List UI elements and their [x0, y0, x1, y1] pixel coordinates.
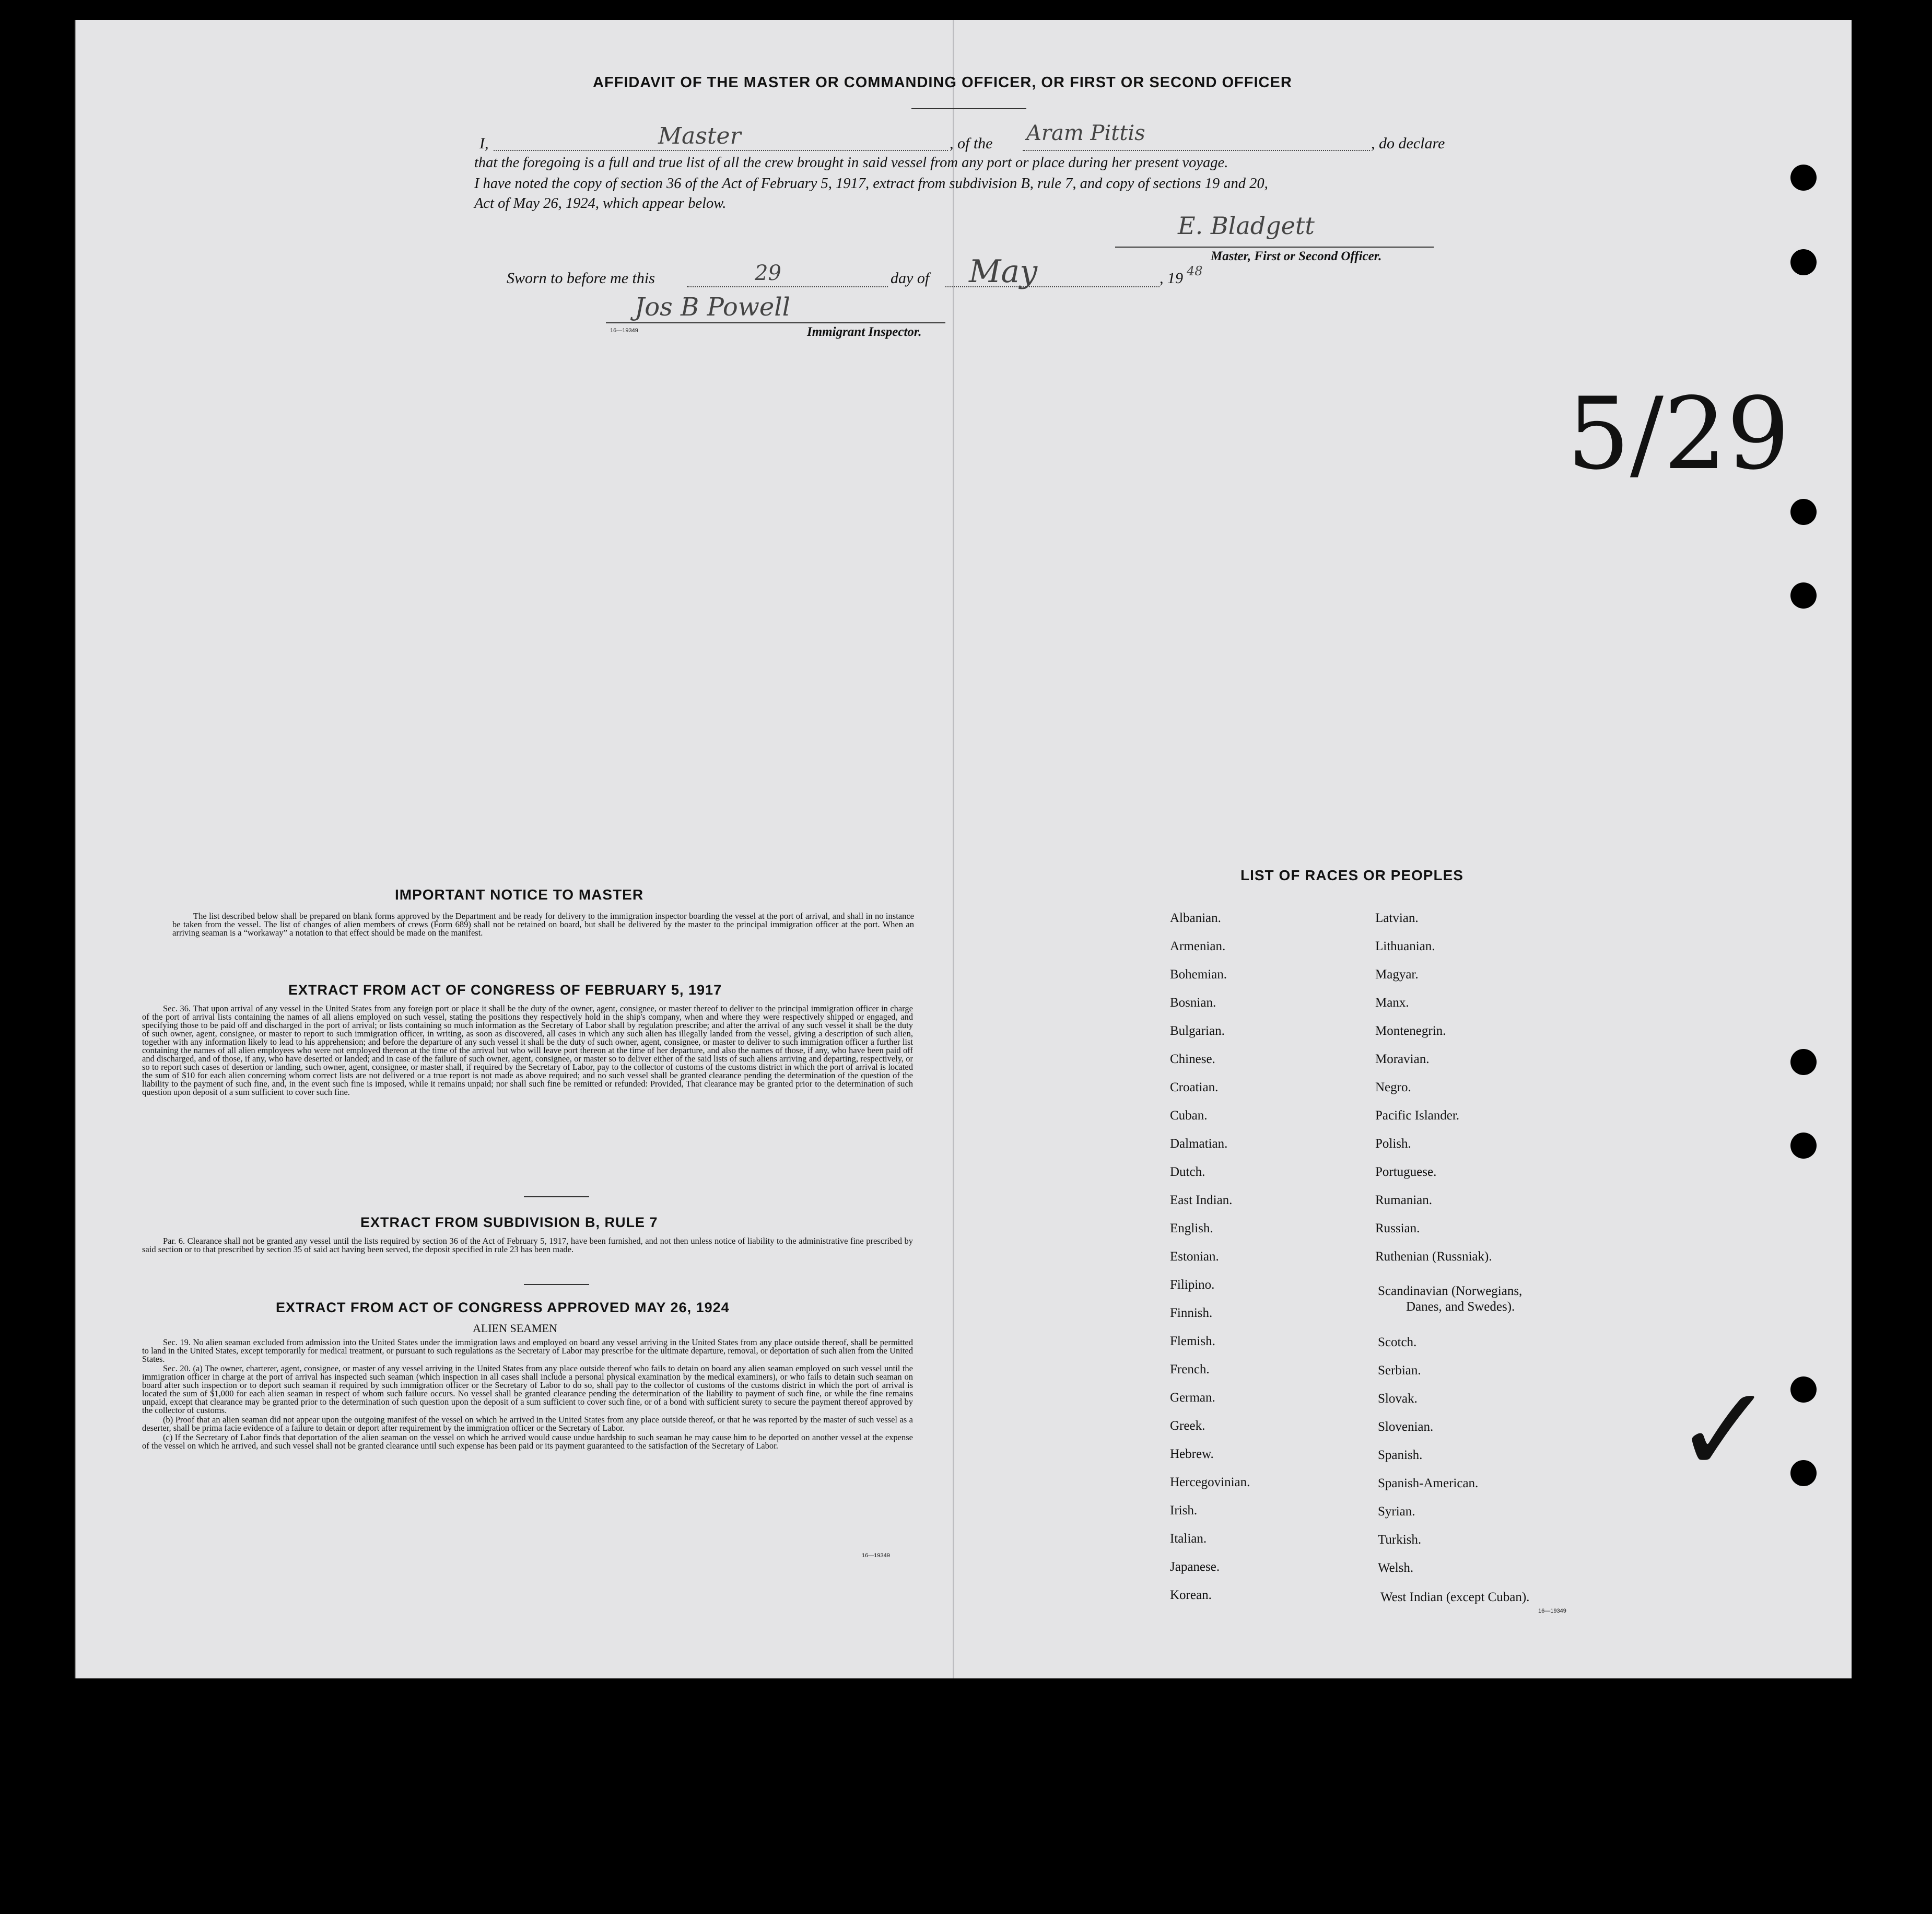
race-item: French. [1170, 1362, 1210, 1376]
punch-hole [1790, 1376, 1817, 1403]
notice-text: The list described below shall be prepared on blank forms approved by the Department and be ready for delivery to the immigration inspector boarding the vessel at the port of arrival, and shall in no instance be taken from the vessel. The list of changes of alien members of crews (Form 689) shall not be retained on board, but shall be delivered by the master to the principal immigration officer at the port. When an arriving seaman is a “workaway” a notation to that effect should be made on the manifest. [172, 911, 914, 938]
month-handwriting: May [969, 253, 1038, 290]
extract3-sec20a: Sec. 20. (a) The owner, charterer, agent, consignee, or master of any vessel arriving in the United States from any place outside thereof who fails to detain on board any alien seaman employed on such vessel until the immigration officer in charge at the port of arrival has inspected such seaman (which inspection in all cases shall include a personal physical examination by the medical examiners), or who fails to detain such seaman on board after such inspection or to deport such seaman if required by such immigration officer or the Secretary of Labor to do so, shall pay to the collector of customs of the customs district in which the port of arrival is located the sum of $1,000 for each alien seaman in respect of whom such failure occurs. No vessel shall be granted clearance pending the determination of the liability to payment of such fine, or while the fine remains unpaid, except that clearance may be granted prior to the determination of such question upon the deposit of a sum sufficient to cover such fine, or of a bond with sufficient surety to secure the payment thereof approved by the collector of customs. [142, 1363, 913, 1415]
extract3-title: EXTRACT FROM ACT OF CONGRESS APPROVED MAY 26, 1924 [276, 1300, 730, 1315]
affidavit-line-3: I have noted the copy of section 36 of the Act of February 5, 1917, extract from subdivision B, rule 7, and copy of sections 19 and 20, [474, 176, 1268, 192]
race-item: Montenegrin. [1375, 1024, 1446, 1038]
race-item: Irish. [1170, 1503, 1198, 1518]
affidavit-line-2: that the foregoing is a full and true list of all the crew brought in said vessel from any port or place during her present voyage. [474, 155, 1228, 171]
punch-hole [1790, 165, 1817, 191]
section-divider [524, 1284, 589, 1285]
master-signature: E. Bladgett [1178, 212, 1315, 240]
extract2-text: Par. 6. Clearance shall not be granted any vessel until the lists required by section 36 of the Act of February 5, 1917, have been furnished, and not then unless notice of liability to the administrative fine prescribed by said section or to that prescribed by section 35 of said act having been served, the deposit specified in rule 23 has been made. [142, 1236, 913, 1254]
race-item: Moravian. [1375, 1052, 1430, 1066]
date-annotation: 5/29 [1567, 376, 1790, 492]
i-label: I, [479, 135, 489, 152]
extract1-title: EXTRACT FROM ACT OF CONGRESS OF FEBRUARY 5, 1917 [288, 982, 722, 998]
page-fold [953, 20, 954, 1678]
race-item: Turkish. [1378, 1533, 1422, 1547]
race-item: Russian. [1375, 1221, 1420, 1235]
race-item: Manx. [1375, 996, 1409, 1010]
declare-label: , do declare [1371, 135, 1445, 152]
year-handwriting: 48 [1187, 264, 1203, 278]
race-item: East Indian. [1170, 1193, 1233, 1207]
races-title: LIST OF RACES OR PEOPLES [1240, 867, 1463, 883]
check-mark-annotation: ✓ [1674, 1361, 1775, 1500]
punch-hole [1790, 499, 1817, 525]
sworn-label: Sworn to before me this [507, 270, 655, 287]
race-item: Polish. [1375, 1137, 1411, 1151]
of-the-label: , of the [950, 135, 993, 152]
extract1-text: Sec. 36. That upon arrival of any vessel in the United States from any foreign port or place it shall be the duty of the owner, agent, consignee, or master thereof to deliver to the principal immigration officer in charge of the port of arrival lists containing the names of all aliens employed on such vessel, stating the positions they respectively hold in the ship's company, when and where they were respectively shipped or engaged, and specifying those to be paid off and discharged in the port of arrival; or lists containing so much information as the Secretary of Labor shall by regulation prescribe; and after the arrival of any such vessel it shall be the duty of such owner, agent, consignee, or master to report to such immigration officer, in writing, as soon as discovered, all cases in which any such alien has illegally landed from the vessel, giving a description of such alien, together with any information likely to lead to his apprehension; and before the departure of any such vessel it shall be the duty of such owner, agent, consignee, or master to deliver to such immigration officer a further list containing the names of all alien employees who were not employed thereon at the time of the arrival but who will leave port thereon at the time of her departure, and also the names of those, if any, who have been paid off and discharged, and of those, if any, who have deserted or landed; and in case of the failure of such owner, agent, consignee, or master so to deliver either of the said lists of such aliens arriving and departing, respectively, or so to report such cases of desertion or landing, such owner, agent, consignee, or master shall, if required by the Secretary of Labor, pay to the collector of customs of the customs district in which the port of arrival is located the sum of $10 for each alien concerning whom correct lists are not delivered or a true report is not made as above required; and no such vessel shall be granted clearance pending the determination of the question of the liability to the payment of such fine, and, in the event such fine is imposed, while it remains unpaid; nor shall such fine be remitted or refunded: Provided, That clearance may be granted prior to the determination of such question upon deposit of a sum sufficient to cover such fine. [142, 1003, 913, 1097]
race-item: Magyar. [1375, 967, 1419, 982]
race-item: Danes, and Swedes). [1406, 1300, 1515, 1314]
races-form-number: 16—19349 [1538, 1608, 1566, 1614]
race-item: Cuban. [1170, 1108, 1208, 1123]
extract3-subtitle: ALIEN SEAMEN [473, 1322, 557, 1335]
race-item: Pacific Islander. [1375, 1108, 1460, 1123]
punch-hole [1790, 582, 1817, 609]
day-of-label: day of [891, 270, 930, 287]
extract1-body [142, 1005, 913, 1098]
name-handwriting: Master [658, 123, 741, 149]
punch-hole [1790, 1049, 1817, 1075]
affidavit-title: AFFIDAVIT OF THE MASTER OR COMMANDING OFFICER, OR FIRST OR SECOND OFFICER [593, 74, 1292, 91]
race-item: Lithuanian. [1375, 939, 1435, 953]
name-line [494, 150, 948, 151]
race-item: Dutch. [1170, 1165, 1205, 1179]
race-item: Portuguese. [1375, 1165, 1437, 1179]
race-item: Slovak. [1378, 1392, 1418, 1406]
race-item: Slovenian. [1378, 1420, 1434, 1434]
race-item: Spanish. [1378, 1448, 1423, 1462]
inspector-form-number: 16—19349 [610, 328, 638, 334]
race-item: German. [1170, 1391, 1215, 1405]
race-item: Syrian. [1378, 1504, 1415, 1519]
extract2-body [142, 1237, 913, 1255]
race-item: Welsh. [1378, 1561, 1414, 1575]
notice-body [172, 912, 914, 938]
race-item: Hercegovinian. [1170, 1475, 1250, 1489]
title-underline [911, 108, 1026, 109]
race-item: Albanian. [1170, 911, 1221, 925]
race-item: Estonian. [1170, 1250, 1219, 1264]
race-item: English. [1170, 1221, 1213, 1235]
race-item: Dalmatian. [1170, 1137, 1228, 1151]
race-item: Filipino. [1170, 1278, 1215, 1292]
extract3-sec20b: (b) Proof that an alien seaman did not appear upon the outgoing manifest of the vessel on which he arrived in the United States from any place outside thereof, or that he was reported by the master of such vessel as a deserter, shall be prima facie evidence of a failure to detain or deport after requirement by the immigration officer or the Secretary of Labor. [142, 1415, 913, 1433]
inspector-signature: Jos B Powell [635, 293, 791, 322]
race-item: Korean. [1170, 1588, 1212, 1602]
race-item: Finnish. [1170, 1306, 1213, 1320]
race-item: Ruthenian (Russniak). [1375, 1250, 1492, 1264]
race-item: Chinese. [1170, 1052, 1215, 1066]
race-item: Bosnian. [1170, 996, 1216, 1010]
race-item: Croatian. [1170, 1080, 1219, 1094]
race-item: Hebrew. [1170, 1447, 1214, 1461]
vessel-handwriting: Aram Pittis [1026, 121, 1145, 145]
extract2-title: EXTRACT FROM SUBDIVISION B, RULE 7 [360, 1215, 658, 1230]
race-item: Scandinavian (Norwegians, [1378, 1284, 1523, 1298]
signature-caption: Master, First or Second Officer. [1211, 249, 1382, 263]
section-divider [524, 1196, 589, 1197]
race-item: Scotch. [1378, 1335, 1417, 1349]
race-item: Flemish. [1170, 1334, 1215, 1348]
extract3-body [142, 1338, 913, 1451]
race-item: Greek. [1170, 1419, 1205, 1433]
race-item: Rumanian. [1375, 1193, 1433, 1207]
vessel-line [1023, 150, 1370, 151]
race-item: Bohemian. [1170, 967, 1227, 982]
punch-hole [1790, 1133, 1817, 1159]
notice-form-number: 16—19349 [862, 1553, 890, 1559]
affidavit-line-4: Act of May 26, 1924, which appear below. [474, 195, 727, 212]
punch-hole [1790, 1460, 1817, 1486]
race-item: Negro. [1375, 1080, 1411, 1094]
race-item: West Indian (except Cuban). [1380, 1590, 1530, 1604]
race-item: Armenian. [1170, 939, 1226, 953]
day-line [687, 286, 888, 287]
punch-hole [1790, 249, 1817, 275]
notice-title: IMPORTANT NOTICE TO MASTER [395, 886, 644, 903]
inspector-caption: Immigrant Inspector. [807, 325, 922, 339]
race-item: Serbian. [1378, 1363, 1421, 1378]
race-item: Japanese. [1170, 1560, 1220, 1574]
signature-line [1115, 247, 1434, 248]
race-item: Italian. [1170, 1532, 1207, 1546]
day-handwriting: 29 [755, 261, 781, 285]
race-item: Spanish-American. [1378, 1476, 1479, 1490]
race-item: Latvian. [1375, 911, 1419, 925]
inspector-line [606, 322, 945, 323]
year-label: , 19 [1160, 270, 1183, 287]
race-item: Bulgarian. [1170, 1024, 1225, 1038]
extract3-sec20c: (c) If the Secretary of Labor finds that deportation of the alien seaman on the vessel on which he arrived would cause undue hardship to such seaman he may cause him to be deported on another vessel at the expense of the vessel on which he arrived, and such vessel shall not be granted clearance until such expense has been paid or its payment guaranteed to the satisfaction of the Secretary of Labor. [142, 1432, 913, 1451]
extract3-sec19: Sec. 19. No alien seaman excluded from admission into the United States under the immigration laws and employed on board any vessel arriving in the United States from any place outside thereof, shall be permitted to land in the United States, except temporarily for medical treatment, or pursuant to such regulations as the Secretary of Labor may prescribe for the ultimate departure, removal, or deportation of such alien from the United States. [142, 1337, 913, 1364]
